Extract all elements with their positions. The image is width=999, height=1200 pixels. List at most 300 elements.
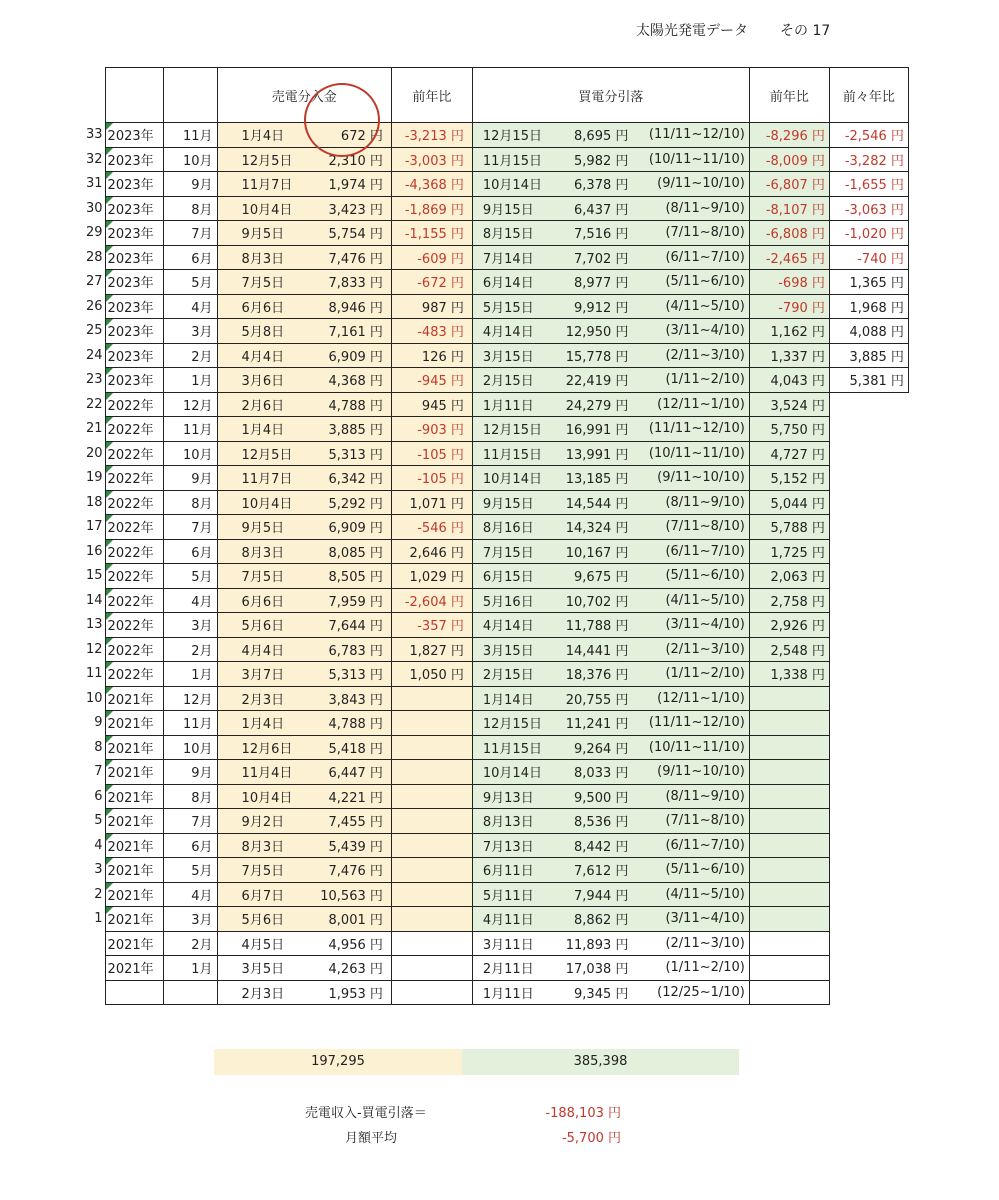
row-number: 32 (86, 151, 103, 167)
sell-yoy-cell: 987 円 (391, 294, 472, 319)
row-number: 25 (86, 323, 103, 339)
buy-amount-cell: 10,167 円 (548, 539, 632, 564)
month-cell: 12月 (163, 686, 217, 711)
row-number: 31 (86, 176, 103, 192)
row-number (86, 956, 105, 981)
month-cell: 2月 (163, 637, 217, 662)
sell-amount-cell: 10,563 円 (292, 882, 391, 907)
sell-yoy-cell (391, 809, 472, 834)
buy-date-cell: 2月15日 (472, 368, 548, 393)
buy-amount-cell: 8,033 円 (548, 760, 632, 785)
buy-date-cell: 7月13日 (472, 833, 548, 858)
buy-date-cell: 5月15日 (472, 294, 548, 319)
buy-period-cell: (10/11~11/10) (632, 147, 749, 172)
year-cell: 2022年 (105, 466, 163, 491)
buy-date-cell: 8月13日 (472, 809, 548, 834)
month-cell: 9月 (163, 760, 217, 785)
buy-amount-cell: 11,788 円 (548, 613, 632, 638)
sell-yoy-cell (391, 907, 472, 932)
buy-period-cell: (2/11~3/10) (632, 931, 749, 956)
month-cell: 5月 (163, 564, 217, 589)
buy-date-cell: 4月14日 (472, 613, 548, 638)
buy-amount-cell: 11,893 円 (548, 931, 632, 956)
sell-yoy-cell (391, 735, 472, 760)
buy-date-cell: 10月14日 (472, 760, 548, 785)
sell-date-cell: 4月5日 (217, 931, 292, 956)
sell-amount-cell: 5,754 円 (292, 221, 391, 246)
buy-period-cell: (7/11~8/10) (632, 515, 749, 540)
buy-amount-cell: 15,778 円 (548, 343, 632, 368)
buy-yoy2-cell (829, 662, 908, 687)
buy-period-cell: (1/11~2/10) (632, 368, 749, 393)
buy-yoy2-cell (829, 735, 908, 760)
year-cell: 2021年 (105, 784, 163, 809)
buy-amount-cell: 14,324 円 (548, 515, 632, 540)
table-row (86, 539, 908, 564)
buy-yoy2-cell (829, 833, 908, 858)
year-cell: 2023年 (105, 245, 163, 270)
row-number: 4 (94, 837, 103, 853)
buy-yoy-cell: 2,063 円 (749, 564, 829, 589)
buy-date-cell: 7月15日 (472, 539, 548, 564)
row-number: 14 (86, 592, 103, 608)
row-number: 17 (86, 519, 103, 535)
table-row (86, 196, 908, 221)
header-row (86, 68, 908, 123)
sell-date-cell: 7月5日 (217, 270, 292, 295)
sell-amount-cell: 7,833 円 (292, 270, 391, 295)
sell-yoy-cell: 1,827 円 (391, 637, 472, 662)
table-row (86, 784, 908, 809)
year-cell: 2022年 (105, 588, 163, 613)
sell-date-cell: 8月3日 (217, 539, 292, 564)
buy-yoy-cell: 4,043 円 (749, 368, 829, 393)
buy-yoy2-cell: -1,020 円 (829, 221, 908, 246)
month-cell: 4月 (163, 882, 217, 907)
sell-amount-cell: 6,342 円 (292, 466, 391, 491)
sell-date-cell: 3月5日 (217, 956, 292, 981)
buy-yoy2-cell: -3,282 円 (829, 147, 908, 172)
buy-amount-cell: 8,442 円 (548, 833, 632, 858)
row-number: 30 (86, 200, 103, 216)
buy-yoy2-cell (829, 882, 908, 907)
buy-period-cell: (5/11~6/10) (632, 858, 749, 883)
row-number: 2 (94, 886, 103, 902)
sell-date-cell: 4月4日 (217, 637, 292, 662)
year-cell: 2022年 (105, 417, 163, 442)
buy-yoy2-cell: -2,546 円 (829, 123, 908, 148)
year-cell (105, 980, 163, 1005)
year-cell: 2021年 (105, 809, 163, 834)
row-number: 23 (86, 372, 103, 388)
table-row (86, 515, 908, 540)
buy-yoy-cell: 5,788 円 (749, 515, 829, 540)
sell-amount-cell: 8,085 円 (292, 539, 391, 564)
row-number: 5 (94, 813, 103, 829)
sell-amount-cell: 4,788 円 (292, 711, 391, 736)
sell-yoy-cell (391, 711, 472, 736)
sell-amount-cell: 7,476 円 (292, 245, 391, 270)
buy-amount-cell: 18,376 円 (548, 662, 632, 687)
year-cell: 2023年 (105, 319, 163, 344)
buy-yoy2-cell (829, 711, 908, 736)
buy-yoy-cell (749, 858, 829, 883)
buy-yoy2-cell: 1,968 円 (829, 294, 908, 319)
month-cell: 6月 (163, 539, 217, 564)
year-cell: 2021年 (105, 686, 163, 711)
buy-yoy-cell: 5,044 円 (749, 490, 829, 515)
sell-yoy-cell: 1,071 円 (391, 490, 472, 515)
header-buy-yoy: 前年比 (749, 68, 829, 123)
sell-yoy-cell: -3,213 円 (391, 123, 472, 148)
sell-date-cell: 12月5日 (217, 441, 292, 466)
table-row (86, 637, 908, 662)
buy-date-cell: 11月15日 (472, 735, 548, 760)
sell-date-cell: 5月6日 (217, 613, 292, 638)
buy-yoy-cell: 3,524 円 (749, 392, 829, 417)
year-cell: 2022年 (105, 564, 163, 589)
sell-date-cell: 10月4日 (217, 490, 292, 515)
month-cell: 8月 (163, 490, 217, 515)
month-cell: 7月 (163, 515, 217, 540)
buy-amount-cell: 14,544 円 (548, 490, 632, 515)
buy-date-cell: 3月11日 (472, 931, 548, 956)
buy-yoy2-cell: 4,088 円 (829, 319, 908, 344)
sell-date-cell: 9月2日 (217, 809, 292, 834)
sell-amount-cell: 1,953 円 (292, 980, 391, 1005)
buy-yoy2-cell (829, 490, 908, 515)
table-row (86, 319, 908, 344)
buy-yoy-cell (749, 784, 829, 809)
month-cell: 2月 (163, 343, 217, 368)
header-buy-withdrawal: 買電分引落 (472, 68, 749, 123)
buy-yoy2-cell (829, 931, 908, 956)
sell-date-cell: 4月4日 (217, 343, 292, 368)
buy-yoy-cell (749, 711, 829, 736)
buy-amount-cell: 11,241 円 (548, 711, 632, 736)
table-row (86, 833, 908, 858)
year-cell: 2021年 (105, 760, 163, 785)
buy-period-cell: (5/11~6/10) (632, 270, 749, 295)
buy-yoy2-cell (829, 760, 908, 785)
buy-date-cell: 1月14日 (472, 686, 548, 711)
buy-amount-cell: 9,345 円 (548, 980, 632, 1005)
buy-yoy2-cell (829, 956, 908, 981)
buy-yoy-cell: -6,808 円 (749, 221, 829, 246)
sell-yoy-cell: -1,869 円 (391, 196, 472, 221)
buy-amount-cell: 9,912 円 (548, 294, 632, 319)
buy-yoy2-cell (829, 564, 908, 589)
year-cell: 2021年 (105, 858, 163, 883)
sell-yoy-cell: -105 円 (391, 441, 472, 466)
buy-yoy-cell (749, 809, 829, 834)
table-row (86, 466, 908, 491)
buy-yoy-cell: -8,107 円 (749, 196, 829, 221)
buy-yoy-cell: 2,548 円 (749, 637, 829, 662)
sell-amount-cell: 4,368 円 (292, 368, 391, 393)
table-row (86, 221, 908, 246)
sell-yoy-cell: -3,003 円 (391, 147, 472, 172)
buy-period-cell: (1/11~2/10) (632, 662, 749, 687)
title-sub: その 17 (780, 23, 831, 39)
table-row (86, 417, 908, 442)
sell-date-cell: 12月6日 (217, 735, 292, 760)
sell-yoy-cell: -357 円 (391, 613, 472, 638)
row-number: 26 (86, 298, 103, 314)
sell-yoy-cell: 1,050 円 (391, 662, 472, 687)
diff-label: 売電収入-買電引落＝ (305, 1106, 427, 1121)
table-row (86, 270, 908, 295)
month-cell: 9月 (163, 466, 217, 491)
month-cell: 5月 (163, 270, 217, 295)
sell-amount-cell: 7,161 円 (292, 319, 391, 344)
row-number (86, 931, 105, 956)
sell-date-cell: 2月3日 (217, 686, 292, 711)
buy-date-cell: 7月14日 (472, 245, 548, 270)
buy-yoy2-cell (829, 588, 908, 613)
buy-yoy-cell: -2,465 円 (749, 245, 829, 270)
buy-yoy-cell: 1,338 円 (749, 662, 829, 687)
buy-period-cell: (7/11~8/10) (632, 221, 749, 246)
month-cell: 3月 (163, 613, 217, 638)
sell-yoy-cell: -2,604 円 (391, 588, 472, 613)
buy-period-cell: (6/11~7/10) (632, 245, 749, 270)
buy-amount-cell: 9,675 円 (548, 564, 632, 589)
row-number: 9 (94, 715, 103, 731)
row-number: 29 (86, 225, 103, 241)
buy-yoy-cell (749, 833, 829, 858)
sell-date-cell: 6月6日 (217, 588, 292, 613)
sell-amount-cell: 7,959 円 (292, 588, 391, 613)
sell-date-cell: 7月5日 (217, 858, 292, 883)
buy-amount-cell: 24,279 円 (548, 392, 632, 417)
buy-amount-cell: 7,944 円 (548, 882, 632, 907)
sell-date-cell: 1月4日 (217, 123, 292, 148)
month-cell: 1月 (163, 956, 217, 981)
buy-yoy-cell (749, 882, 829, 907)
buy-yoy2-cell (829, 637, 908, 662)
sell-yoy-cell: -4,368 円 (391, 172, 472, 197)
year-cell: 2021年 (105, 882, 163, 907)
buy-period-cell: (11/11~12/10) (632, 417, 749, 442)
year-cell: 2021年 (105, 833, 163, 858)
buy-yoy2-cell (829, 784, 908, 809)
buy-date-cell: 10月14日 (472, 466, 548, 491)
sell-date-cell: 3月6日 (217, 368, 292, 393)
month-cell: 10月 (163, 441, 217, 466)
sell-yoy-cell: -945 円 (391, 368, 472, 393)
sell-amount-cell: 4,221 円 (292, 784, 391, 809)
sell-amount-cell: 3,423 円 (292, 196, 391, 221)
buy-period-cell: (1/11~2/10) (632, 956, 749, 981)
month-cell: 5月 (163, 858, 217, 883)
buy-yoy-cell: 5,750 円 (749, 417, 829, 442)
sell-date-cell: 10月4日 (217, 196, 292, 221)
buy-date-cell: 10月14日 (472, 172, 548, 197)
sell-amount-cell: 6,447 円 (292, 760, 391, 785)
table-row (86, 858, 908, 883)
buy-period-cell: (10/11~11/10) (632, 441, 749, 466)
table-row (86, 735, 908, 760)
buy-period-cell: (10/11~11/10) (632, 735, 749, 760)
buy-amount-cell: 7,612 円 (548, 858, 632, 883)
year-cell: 2023年 (105, 343, 163, 368)
sell-amount-cell: 1,974 円 (292, 172, 391, 197)
year-cell: 2022年 (105, 441, 163, 466)
sell-amount-cell: 4,956 円 (292, 931, 391, 956)
year-cell: 2021年 (105, 711, 163, 736)
year-cell: 2022年 (105, 539, 163, 564)
month-cell: 11月 (163, 711, 217, 736)
sell-yoy-cell: -1,155 円 (391, 221, 472, 246)
row-number: 18 (86, 494, 103, 510)
sell-date-cell: 9月5日 (217, 515, 292, 540)
buy-yoy-cell: 1,725 円 (749, 539, 829, 564)
month-cell: 3月 (163, 319, 217, 344)
buy-period-cell: (4/11~5/10) (632, 294, 749, 319)
row-number: 6 (94, 788, 103, 804)
month-cell: 4月 (163, 294, 217, 319)
sell-yoy-cell: -903 円 (391, 417, 472, 442)
sell-amount-cell: 6,909 円 (292, 343, 391, 368)
sell-yoy-cell (391, 833, 472, 858)
buy-amount-cell: 22,419 円 (548, 368, 632, 393)
month-cell: 7月 (163, 221, 217, 246)
year-cell: 2023年 (105, 270, 163, 295)
month-cell: 10月 (163, 147, 217, 172)
year-cell: 2023年 (105, 368, 163, 393)
sell-date-cell: 2月6日 (217, 392, 292, 417)
buy-amount-cell: 8,977 円 (548, 270, 632, 295)
buy-yoy-cell: -8,009 円 (749, 147, 829, 172)
sell-yoy-cell: 945 円 (391, 392, 472, 417)
year-cell: 2023年 (105, 294, 163, 319)
buy-period-cell: (4/11~5/10) (632, 588, 749, 613)
table-row (86, 172, 908, 197)
buy-yoy-cell: 4,727 円 (749, 441, 829, 466)
buy-yoy-cell (749, 686, 829, 711)
buy-period-cell: (3/11~4/10) (632, 907, 749, 932)
buy-yoy2-cell (829, 907, 908, 932)
table-row (86, 956, 908, 981)
sell-amount-cell: 7,455 円 (292, 809, 391, 834)
month-cell: 8月 (163, 196, 217, 221)
buy-yoy2-cell: 3,885 円 (829, 343, 908, 368)
row-number: 7 (94, 764, 103, 780)
sell-date-cell: 11月7日 (217, 172, 292, 197)
sell-yoy-cell (391, 760, 472, 785)
sell-yoy-cell: 2,646 円 (391, 539, 472, 564)
buy-date-cell: 8月15日 (472, 221, 548, 246)
sell-amount-cell: 5,439 円 (292, 833, 391, 858)
buy-date-cell: 3月15日 (472, 637, 548, 662)
buy-amount-cell: 9,500 円 (548, 784, 632, 809)
buy-yoy2-cell (829, 809, 908, 834)
buy-yoy-cell: 1,337 円 (749, 343, 829, 368)
buy-date-cell: 2月11日 (472, 956, 548, 981)
year-cell: 2023年 (105, 147, 163, 172)
row-number: 16 (86, 543, 103, 559)
sell-yoy-cell: -483 円 (391, 319, 472, 344)
table-row (86, 980, 908, 1005)
buy-period-cell: (12/11~1/10) (632, 392, 749, 417)
month-cell: 6月 (163, 245, 217, 270)
buy-yoy2-cell (829, 515, 908, 540)
table-row (86, 147, 908, 172)
buy-amount-cell: 20,755 円 (548, 686, 632, 711)
buy-amount-cell: 12,950 円 (548, 319, 632, 344)
buy-yoy-cell (749, 980, 829, 1005)
row-number: 33 (86, 127, 103, 143)
avg-label: 月額平均 (345, 1131, 398, 1146)
buy-yoy-cell (749, 735, 829, 760)
table-row (86, 490, 908, 515)
buy-yoy-cell: -698 円 (749, 270, 829, 295)
sell-amount-cell: 4,263 円 (292, 956, 391, 981)
table-body (86, 123, 908, 1005)
year-cell: 2021年 (105, 931, 163, 956)
row-number: 10 (86, 690, 103, 706)
table-row (86, 368, 908, 393)
buy-yoy2-cell (829, 466, 908, 491)
buy-yoy2-cell (829, 858, 908, 883)
year-cell: 2022年 (105, 613, 163, 638)
buy-amount-cell: 8,536 円 (548, 809, 632, 834)
buy-date-cell: 6月14日 (472, 270, 548, 295)
sell-amount-cell: 5,292 円 (292, 490, 391, 515)
sell-yoy-cell: 126 円 (391, 343, 472, 368)
buy-date-cell: 12月15日 (472, 417, 548, 442)
year-cell: 2021年 (105, 956, 163, 981)
sell-date-cell: 1月4日 (217, 711, 292, 736)
buy-period-cell: (8/11~9/10) (632, 196, 749, 221)
buy-amount-cell: 16,991 円 (548, 417, 632, 442)
buy-yoy-cell: -8,296 円 (749, 123, 829, 148)
table-row (86, 294, 908, 319)
solar-data-table (86, 67, 909, 1005)
buy-period-cell: (5/11~6/10) (632, 564, 749, 589)
sell-yoy-cell (391, 686, 472, 711)
row-number: 27 (86, 274, 103, 290)
buy-yoy2-cell (829, 980, 908, 1005)
sell-yoy-cell: -672 円 (391, 270, 472, 295)
buy-period-cell: (3/11~4/10) (632, 613, 749, 638)
buy-yoy2-cell: -3,063 円 (829, 196, 908, 221)
buy-amount-cell: 6,378 円 (548, 172, 632, 197)
sell-date-cell: 11月7日 (217, 466, 292, 491)
buy-date-cell: 1月11日 (472, 392, 548, 417)
buy-date-cell: 2月15日 (472, 662, 548, 687)
document-title (636, 20, 830, 40)
sell-date-cell: 10月4日 (217, 784, 292, 809)
buy-date-cell: 12月15日 (472, 711, 548, 736)
buy-date-cell: 6月15日 (472, 564, 548, 589)
sell-amount-cell: 7,476 円 (292, 858, 391, 883)
buy-yoy2-cell: -740 円 (829, 245, 908, 270)
month-cell: 1月 (163, 662, 217, 687)
table-row (86, 662, 908, 687)
buy-amount-cell: 14,441 円 (548, 637, 632, 662)
buy-yoy2-cell: -1,655 円 (829, 172, 908, 197)
buy-date-cell: 8月16日 (472, 515, 548, 540)
buy-period-cell: (6/11~7/10) (632, 539, 749, 564)
sell-date-cell: 8月3日 (217, 833, 292, 858)
buy-period-cell: (11/11~12/10) (632, 711, 749, 736)
buy-yoy-cell: 2,926 円 (749, 613, 829, 638)
title-text: 太陽光発電データ (636, 23, 748, 39)
buy-date-cell: 4月14日 (472, 319, 548, 344)
year-cell: 2023年 (105, 221, 163, 246)
